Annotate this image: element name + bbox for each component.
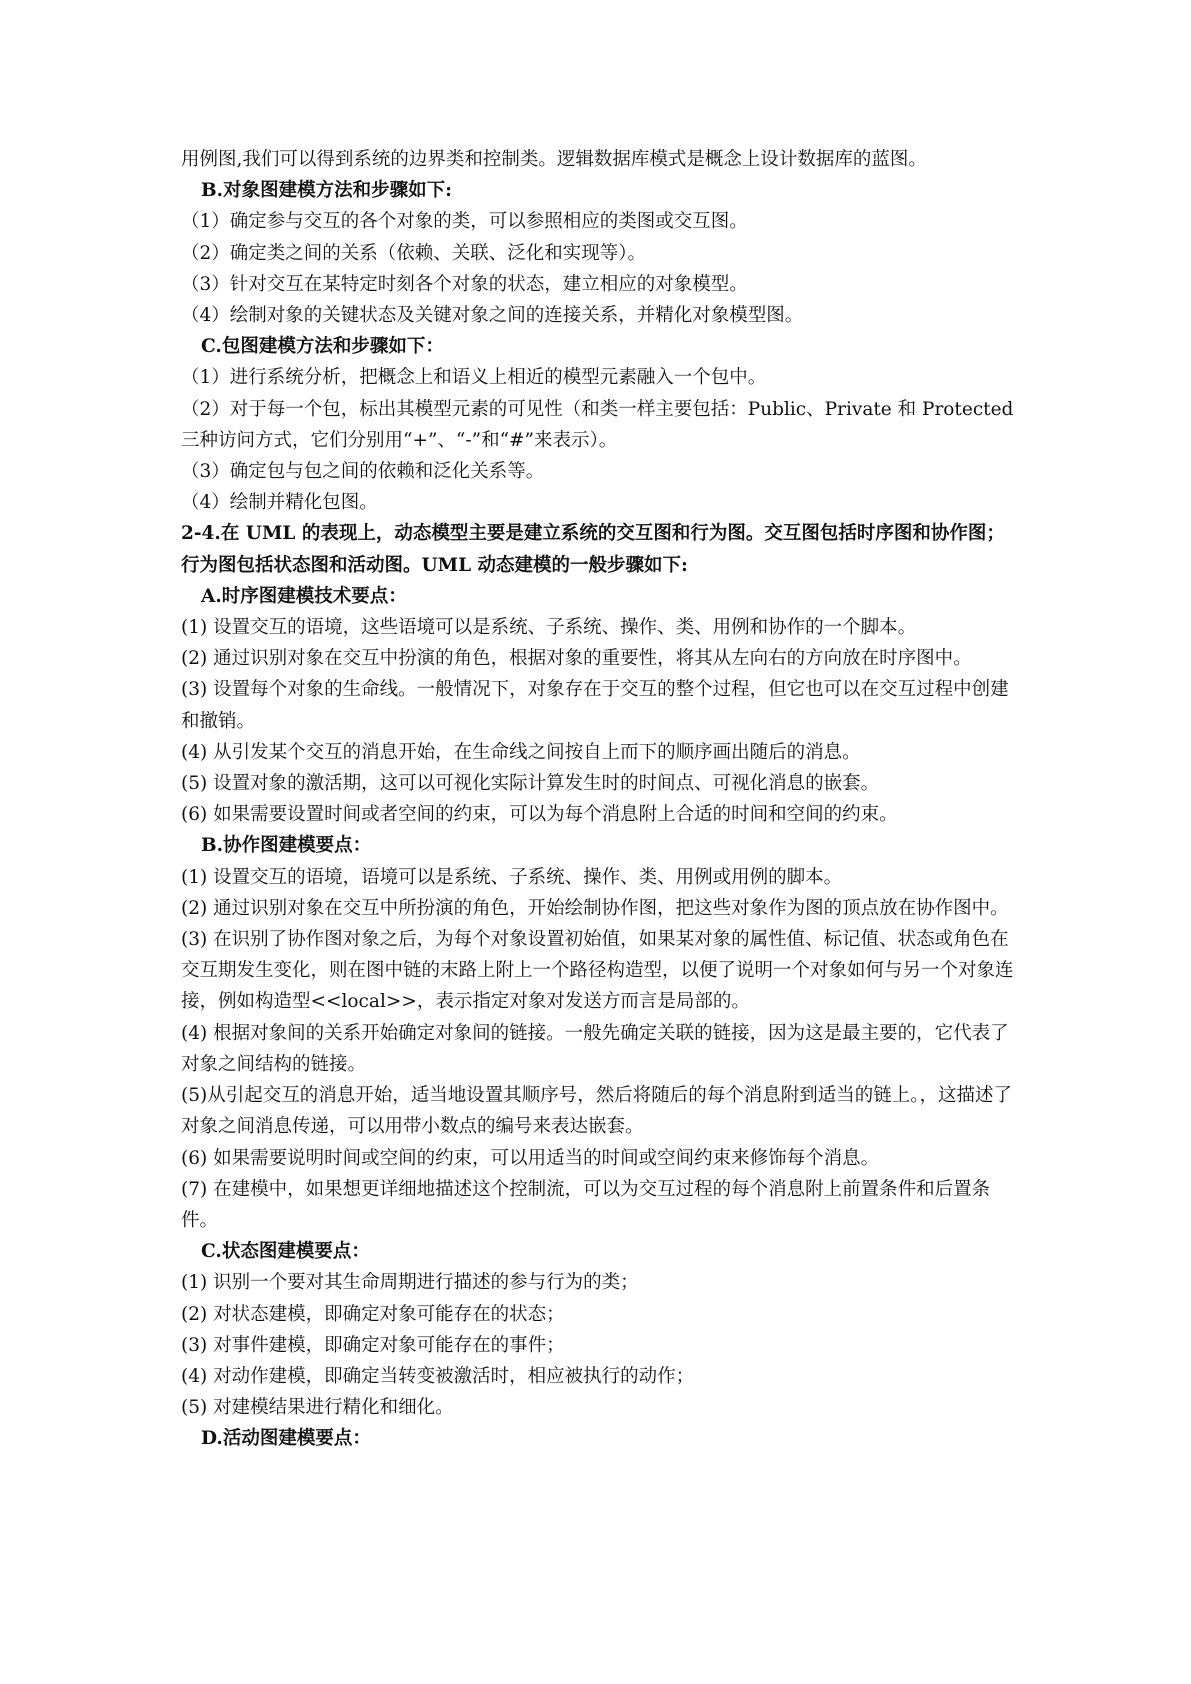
section-heading: D.活动图建模要点： bbox=[201, 1428, 371, 1450]
body-paragraph: (2) 通过识别对象在交互中所扮演的角色，开始绘制协作图，把这些对象作为图的顶点放在协作图中。 bbox=[181, 897, 1009, 919]
body-paragraph: (4) 对动作建模，即确定当转变被激活时，相应被执行的动作； bbox=[181, 1365, 695, 1387]
document-page bbox=[181, 144, 1017, 1455]
body-paragraph: 用例图,我们可以得到系统的边界类和控制类。逻辑数据库模式是概念上设计数据库的蓝图。 bbox=[181, 149, 927, 170]
body-paragraph: (1) 设置交互的语境，这些语境可以是系统、子系统、操作、类、用例和协作的一个脚本。 bbox=[181, 617, 917, 639]
section-heading: C.包图建模方法和步骤如下： bbox=[201, 336, 444, 358]
body-paragraph: (1) 识别一个要对其生命周期进行描述的参与行为的类； bbox=[181, 1272, 639, 1294]
body-paragraph: (5) 设置对象的激活期，这可以可视化实际计算发生时的时间点、可视化消息的嵌套。 bbox=[181, 773, 880, 795]
body-paragraph: （1）进行系统分析，把概念上和语义上相近的模型元素融入一个包中。 bbox=[181, 367, 767, 389]
body-paragraph: (2) 通过识别对象在交互中扮演的角色，根据对象的重要性，将其从左向右的方向放在时序图中。 bbox=[181, 648, 972, 670]
body-paragraph: (6) 如果需要说明时间或空间的约束，可以用适当的时间或空间约束来修饰每个消息。 bbox=[181, 1147, 880, 1169]
body-paragraph: （4）绘制对象的关键状态及关键对象之间的连接关系，并精化对象模型图。 bbox=[181, 305, 804, 327]
section-heading: B.对象图建模方法和步骤如下: bbox=[201, 180, 452, 202]
body-paragraph: (6) 如果需要设置时间或者空间的约束，可以为每个消息附上合适的时间和空间的约束。 bbox=[181, 804, 898, 826]
body-paragraph: （3）确定包与包之间的依赖和泛化关系等。 bbox=[181, 461, 545, 483]
body-paragraph: (5)从引起交互的消息开始，适当地设置其顺序号，然后将随后的每个消息附到适当的链上。，这描述了对象之间消息传递，可以用带小数点的编号来表达嵌套。 bbox=[181, 1085, 1012, 1138]
body-paragraph: (3) 设置每个对象的生命线。一般情况下，对象存在于交互的整个过程，但它也可以在交互过程中创建和撤销。 bbox=[181, 679, 1009, 732]
body-paragraph: （2）确定类之间的关系（依赖、关联、泛化和实现等）。 bbox=[181, 242, 647, 264]
body-paragraph: (5) 对建模结果进行精化和细化。 bbox=[181, 1397, 454, 1419]
body-paragraph: （2）对于每一个包，标出其模型元素的可见性（和类一样主要包括：Public、Private 和 Protected 三种访问方式，它们分别用“+”、“-”和“#”来表示）。 bbox=[181, 398, 1014, 451]
section-heading: B.协作图建模要点： bbox=[201, 835, 372, 857]
section-heading: C.状态图建模要点： bbox=[201, 1241, 370, 1263]
body-paragraph: (1) 设置交互的语境，语境可以是系统、子系统、操作、类、用例或用例的脚本。 bbox=[181, 866, 843, 888]
body-paragraph: （1）确定参与交互的各个对象的类，可以参照相应的类图或交互图。 bbox=[181, 211, 748, 233]
body-paragraph: (4) 从引发某个交互的消息开始，在生命线之间按自上而下的顺序画出随后的消息。 bbox=[181, 741, 861, 763]
body-paragraph: （4）绘制并精化包图。 bbox=[181, 492, 378, 514]
section-heading: A.时序图建模技术要点： bbox=[201, 585, 407, 607]
body-paragraph: (7) 在建模中，如果想更详细地描述这个控制流，可以为交互过程的每个消息附上前置条件和后置条件。 bbox=[181, 1178, 991, 1231]
body-paragraph: (4) 根据对象间的关系开始确定对象间的链接。一般先确定关联的链接，因为这是最主要的，它代表了对象之间结构的链接。 bbox=[181, 1022, 1009, 1075]
section-heading: 2-4.在 UML 的表现上，动态模型主要是建立系统的交互图和行为图。交互图包括时序图和协作图；行为图包括状态图和活动图。UML 动态建模的一般步骤如下: bbox=[181, 523, 1005, 576]
body-paragraph: (3) 对事件建模，即确定对象可能存在的事件； bbox=[181, 1334, 565, 1356]
body-paragraph: (2) 对状态建模，即确定对象可能存在的状态； bbox=[181, 1303, 565, 1325]
body-paragraph: （3）针对交互在某特定时刻各个对象的状态，建立相应的对象模型。 bbox=[181, 273, 748, 295]
body-paragraph: (3) 在识别了协作图对象之后，为每个对象设置初始值，如果某对象的属性值、标记值、状态或角色在交互期发生变化，则在图中链的末路上附上一个路径构造型，以便了说明一个对象如何与另一个对象连接，例如构造型<<local>>，表示指定对象对发送方而言是局部的。 bbox=[181, 929, 1014, 1013]
